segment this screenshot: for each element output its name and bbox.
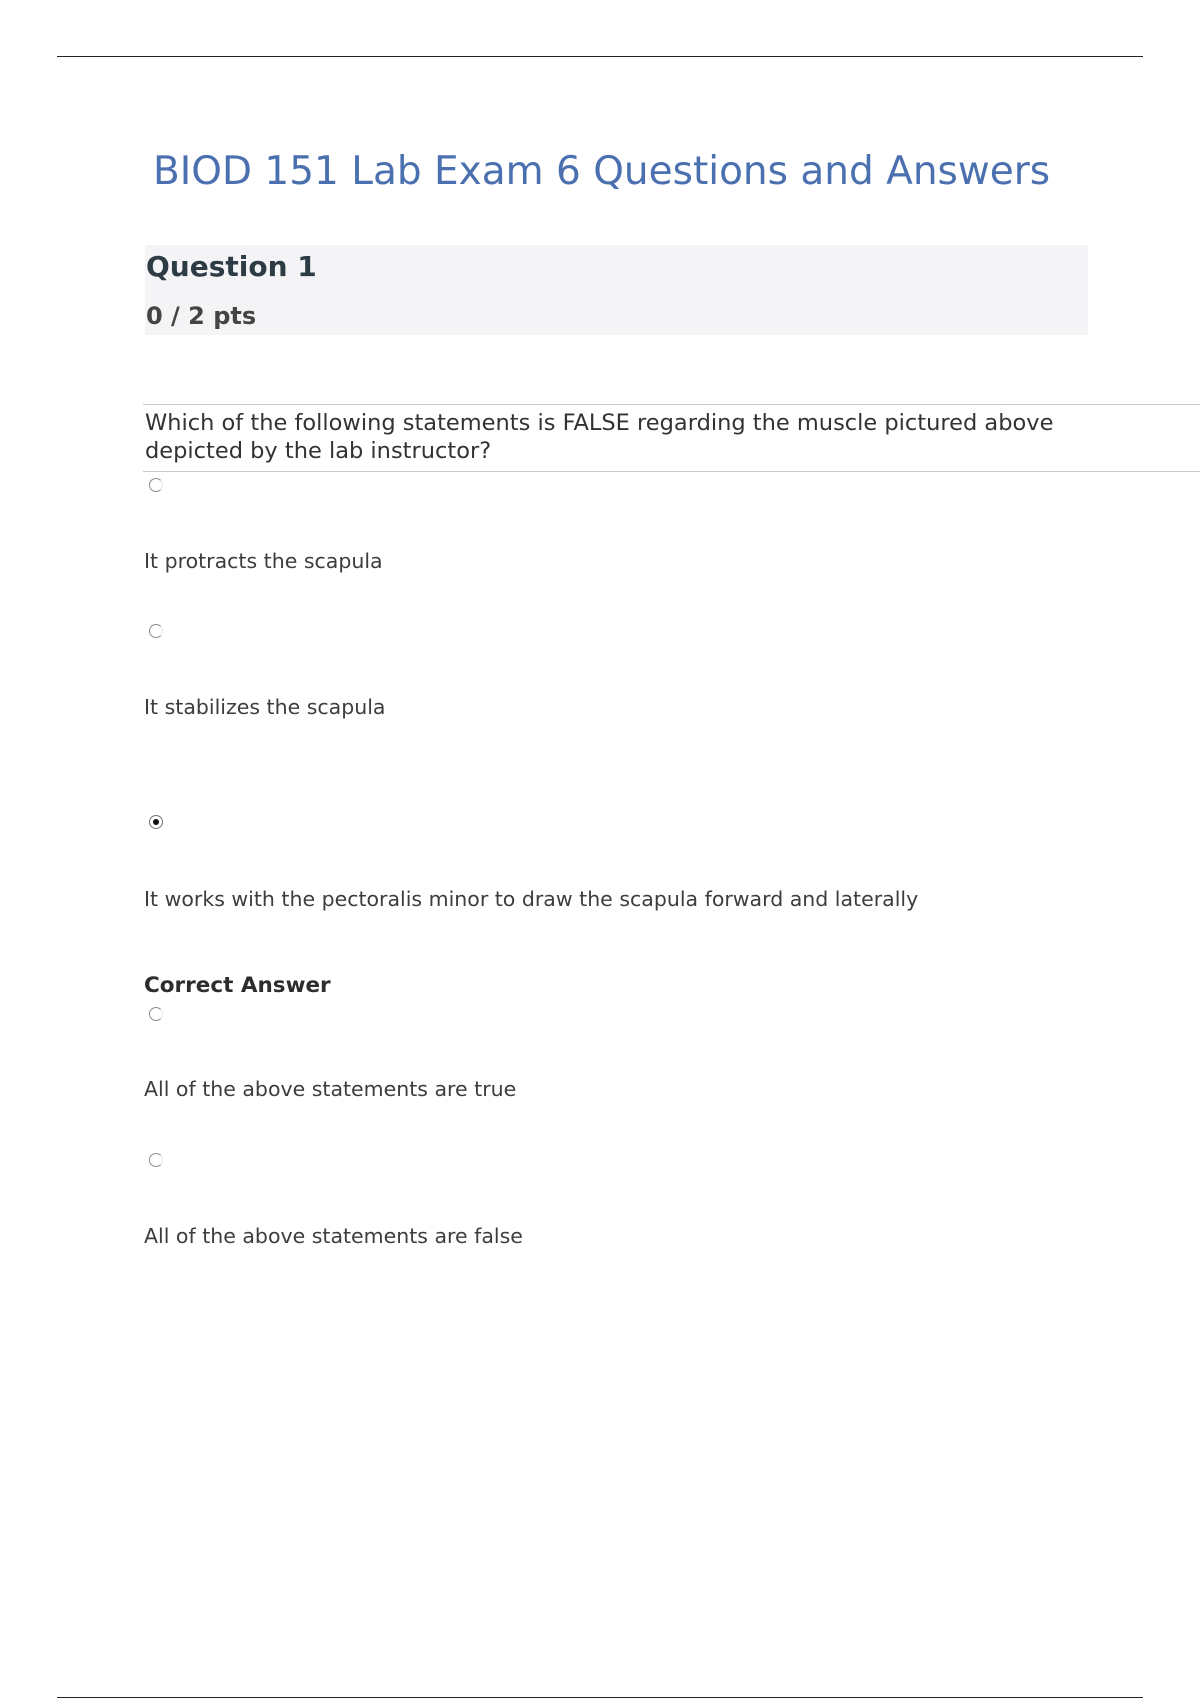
answer-radio-1[interactable]: [149, 478, 163, 492]
bottom-rule: [57, 1697, 1143, 1698]
question-text: Which of the following statements is FALSE regarding the muscle pictured above depicted by the lab instructor?: [145, 410, 1054, 464]
question-points: 0 / 2 pts: [146, 302, 257, 330]
answer-text-4: All of the above statements are true: [144, 1077, 517, 1101]
document-title: BIOD 151 Lab Exam 6 Questions and Answers: [153, 149, 1051, 194]
answer-radio-2[interactable]: [149, 624, 163, 638]
top-rule: [57, 56, 1143, 57]
answer-radio-3-selected[interactable]: [149, 815, 163, 829]
answer-text-3: It works with the pectoralis minor to draw the scapula forward and laterally: [144, 887, 919, 911]
answer-text-5: All of the above statements are false: [144, 1224, 523, 1248]
question-text-box: [143, 404, 1200, 472]
correct-answer-label: Correct Answer: [144, 973, 331, 998]
question-header: [145, 245, 1088, 335]
question-number: Question 1: [146, 250, 317, 283]
answer-radio-4[interactable]: [149, 1007, 163, 1021]
answer-radio-5[interactable]: [149, 1153, 163, 1167]
answer-text-2: It stabilizes the scapula: [144, 695, 386, 719]
answer-text-1: It protracts the scapula: [144, 549, 383, 573]
